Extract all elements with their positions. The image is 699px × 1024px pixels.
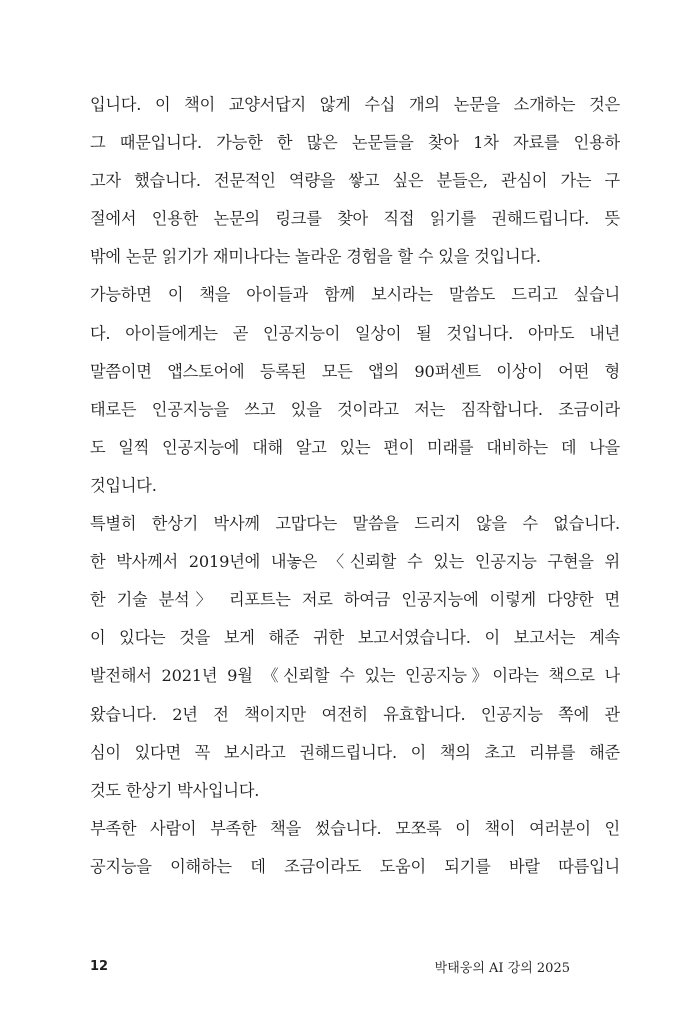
body-text bbox=[90, 86, 620, 886]
text-line: 그 때문입니다. 가능한 한 많은 논문들을 찾아 1차 자료를 인용하 bbox=[90, 133, 620, 153]
text-line: 고자 했습니다. 전문적인 역량을 쌓고 싶은 분들은, 관심이 가는 구 bbox=[90, 171, 620, 191]
text-line: 공지능을 이해하는 데 조금이라도 도움이 되기를 바랄 따름입니 bbox=[90, 856, 620, 876]
text-line: 것도 한상기 박사입니다. bbox=[90, 780, 260, 800]
text-line: 이 있다는 것을 보게 해준 귀한 보고서였습니다. 이 보고서는 계속 bbox=[90, 628, 620, 648]
text-line: 부족한 사람이 부족한 책을 썼습니다. 모쪼록 이 책이 여러분이 인 bbox=[90, 818, 620, 838]
text-line: 다. 아이들에게는 곧 인공지능이 일상이 될 것입니다. 아마도 내년 bbox=[90, 323, 620, 343]
running-title: 박태웅의 AI 강의 2025 bbox=[434, 960, 570, 976]
page-number: 12 bbox=[90, 958, 109, 974]
text-line: 한 기술 분석〉 리포트는 저로 하여금 인공지능에 이렇게 다양한 면 bbox=[90, 590, 620, 610]
text-line: 밖에 논문 읽기가 재미나다는 놀라운 경험을 할 수 있을 것입니다. bbox=[90, 247, 541, 267]
text-line: 심이 있다면 꼭 보시라고 권해드립니다. 이 책의 초고 리뷰를 해준 bbox=[90, 742, 620, 762]
text-line: 특별히 한상기 박사께 고맙다는 말씀을 드리지 않을 수 없습니다. bbox=[90, 514, 620, 534]
text-line: 발전해서 2021년 9월 《신뢰할 수 있는 인공지능》이라는 책으로 나 bbox=[90, 666, 620, 686]
page-footer bbox=[90, 955, 570, 977]
text-line: 태로든 인공지능을 쓰고 있을 것이라고 저는 짐작합니다. 조금이라 bbox=[90, 399, 620, 419]
text-line: 가능하면 이 책을 아이들과 함께 보시라는 말씀도 드리고 싶습니 bbox=[90, 285, 620, 305]
text-line: 입니다. 이 책이 교양서답지 않게 수십 개의 논문을 소개하는 것은 bbox=[90, 95, 620, 114]
text-line: 절에서 인용한 논문의 링크를 찾아 직접 읽기를 권해드립니다. 뜻 bbox=[90, 209, 620, 229]
text-line: 도 일찍 인공지능에 대해 알고 있는 편이 미래를 대비하는 데 나을 bbox=[90, 437, 620, 457]
text-line: 왔습니다. 2년 전 책이지만 여전히 유효합니다. 인공지능 쪽에 관 bbox=[90, 704, 620, 724]
text-line: 말쯤이면 앱스토어에 등록된 모든 앱의 90퍼센트 이상이 어떤 형 bbox=[90, 361, 620, 381]
text-line: 한 박사께서 2019년에 내놓은 〈신뢰할 수 있는 인공지능 구현을 위 bbox=[90, 552, 620, 572]
text-line: 것입니다. bbox=[90, 475, 157, 495]
